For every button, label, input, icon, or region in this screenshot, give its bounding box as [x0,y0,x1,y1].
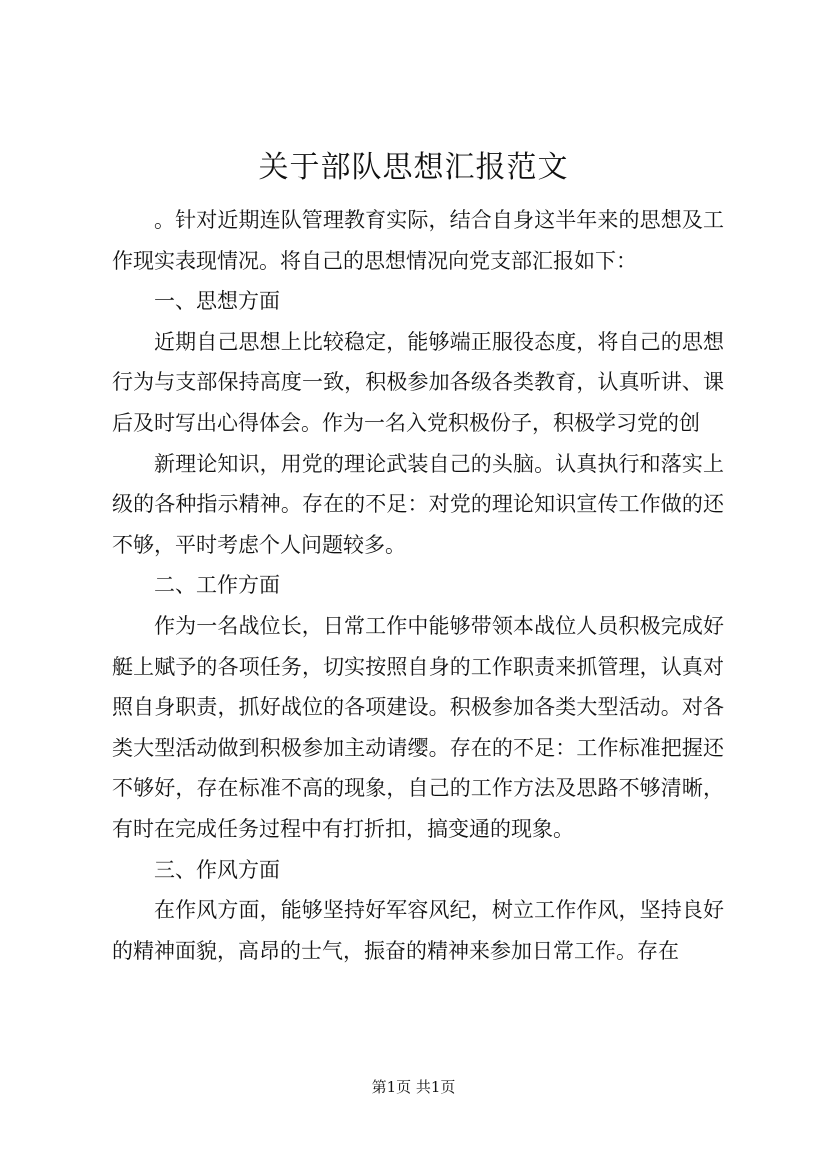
paragraph-thought-2: 新理论知识，用党的理论武装自己的头脑。认真执行和落实上级的各种指示精神。存在的不足：对党的理论知识宣传工作做的还不够，平时考虑个人问题较多。 [112,451,724,557]
paragraph-thought-1: 近期自己思想上比较稳定，能够端正服役态度，将自己的思想行为与支部保持高度一致，积极参加各级各类教育，认真听讲、课后及时写出心得体会。作为一名入党积极份子，积极学习党的创 [112,329,724,435]
paragraph-work: 作为一名战位长，日常工作中能够带领本战位人员积极完成好艇上赋予的各项任务，切实按照自身的工作职责来抓管理，认真对照自身职责，抓好战位的各项建设。积极参加各类大型活动。对各类大型活动做到积极参加主动请缨。存在的不足：工作标准把握还不够好，存在标准不高的现象，自己的工作方法及思路不够清晰，有时在完成任务过程中有打折扣，搞变通的现象。 [112,613,724,841]
page-footer: 第1页 共1页 [371,1078,456,1096]
section-heading-style: 三、作风方面 [154,857,280,882]
document-title: 关于部队思想汇报范文 [258,150,569,185]
paragraph-intro: 。针对近期连队管理教育实际，结合自身这半年来的思想及工作现实表现情况。将自己的思想情况向党支部汇报如下： [112,208,724,273]
section-heading-work: 二、工作方面 [154,573,280,598]
section-heading-thought: 一、思想方面 [154,289,280,314]
document-body [112,200,724,971]
paragraph-style: 在作风方面，能够坚持好军容风纪，树立工作作风，坚持良好的精神面貌，高昂的士气，振奋的精神来参加日常工作。存在 [112,898,724,963]
